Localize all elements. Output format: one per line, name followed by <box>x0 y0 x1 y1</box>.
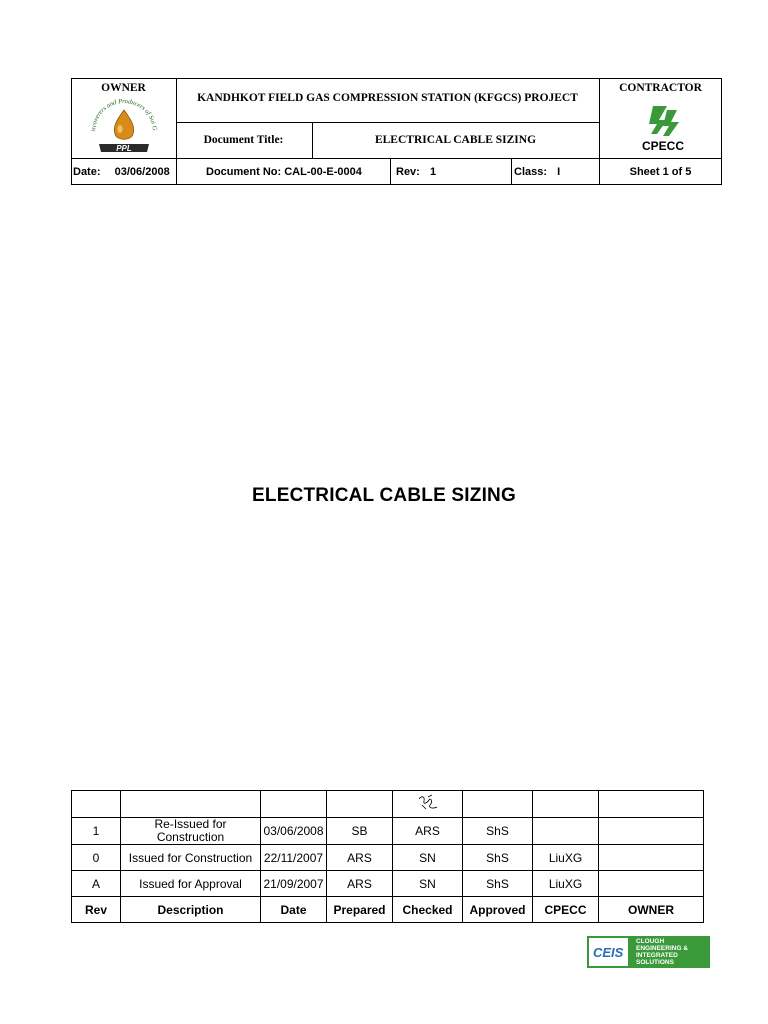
ppl-ring-text: iscoverers and Producers of Sui G <box>89 97 159 132</box>
ceis-line-3: INTEGRATED <box>636 952 678 959</box>
document-number-field <box>206 166 362 178</box>
cpecc-cell: LiuXG <box>533 871 599 897</box>
rev-cell: 0 <box>72 845 121 871</box>
header-rev: Rev <box>72 897 121 923</box>
ppl-logo-text: PPL <box>116 144 132 153</box>
ceis-abbr: CEIS <box>593 945 624 960</box>
checked-cell: SN <box>393 845 463 871</box>
class-value: I <box>557 166 561 178</box>
approved-cell: ShS <box>463 818 533 845</box>
revision-value: 1 <box>429 166 437 178</box>
date-cell: 22/11/2007 <box>261 845 327 871</box>
owner-cell <box>599 818 704 845</box>
table-row <box>72 791 704 818</box>
table-row <box>72 871 704 897</box>
document-number-value: CAL-00-E-0004 <box>284 166 362 178</box>
main-title: ELECTRICAL CABLE SIZING <box>252 485 516 506</box>
cpecc-cell: LiuXG <box>533 845 599 871</box>
prepared-cell: ARS <box>327 871 393 897</box>
ceis-line-2: ENGINEERING & <box>636 945 689 952</box>
table-header-row <box>72 897 704 923</box>
table-row <box>72 845 704 871</box>
owner-cell <box>599 871 704 897</box>
cpecc-logo <box>633 100 693 156</box>
revision-table <box>71 790 704 923</box>
approved-cell: ShS <box>463 845 533 871</box>
checked-cell: SN <box>393 871 463 897</box>
header-date: Date <box>261 897 327 923</box>
sheet-number: Sheet 1 of 5 <box>629 166 692 178</box>
header-cpecc: CPECC <box>533 897 599 923</box>
class-field <box>514 166 560 178</box>
ppl-logo <box>85 96 163 156</box>
prepared-cell: ARS <box>327 845 393 871</box>
header-checked: Checked <box>393 897 463 923</box>
document-title-label: Document Title: <box>203 134 284 146</box>
rev-cell: A <box>72 871 121 897</box>
rev-cell: 1 <box>72 818 121 845</box>
owner-cell <box>599 845 704 871</box>
header-description: Description <box>121 897 261 923</box>
revision-label: Rev: <box>396 166 420 178</box>
description-cell: Issued for Approval <box>121 871 261 897</box>
ceis-line-1: CLOUGH <box>636 938 665 945</box>
date-label: Date: <box>73 166 101 178</box>
description-cell: Re-Issued for Construction <box>121 818 261 845</box>
header-approved: Approved <box>463 897 533 923</box>
document-number-label: Document No: <box>206 166 282 178</box>
header-prepared: Prepared <box>327 897 393 923</box>
document-header <box>71 78 722 185</box>
date-cell: 21/09/2007 <box>261 871 327 897</box>
date-field <box>73 166 170 178</box>
date-value: 03/06/2008 <box>114 166 170 178</box>
header-owner: OWNER <box>599 897 704 923</box>
approved-cell: ShS <box>463 871 533 897</box>
cpecc-logo-text: CPECC <box>641 139 685 153</box>
signature-mark <box>416 793 440 813</box>
date-cell: 03/06/2008 <box>261 818 327 845</box>
checked-cell: ARS <box>393 818 463 845</box>
table-row <box>72 818 704 845</box>
description-cell: Issued for Construction <box>121 845 261 871</box>
cpecc-cell <box>533 818 599 845</box>
revision-field <box>396 166 436 178</box>
prepared-cell: SB <box>327 818 393 845</box>
document-title-value: ELECTRICAL CABLE SIZING <box>374 134 537 146</box>
project-title: KANDHKOT FIELD GAS COMPRESSION STATION (KFGCS) PROJECT <box>197 92 578 104</box>
class-label: Class: <box>514 166 548 178</box>
contractor-label: CONTRACTOR <box>619 82 702 94</box>
ceis-line-4: SOLUTIONS <box>636 959 674 966</box>
owner-label: OWNER <box>101 82 146 94</box>
ceis-logo <box>587 936 710 968</box>
